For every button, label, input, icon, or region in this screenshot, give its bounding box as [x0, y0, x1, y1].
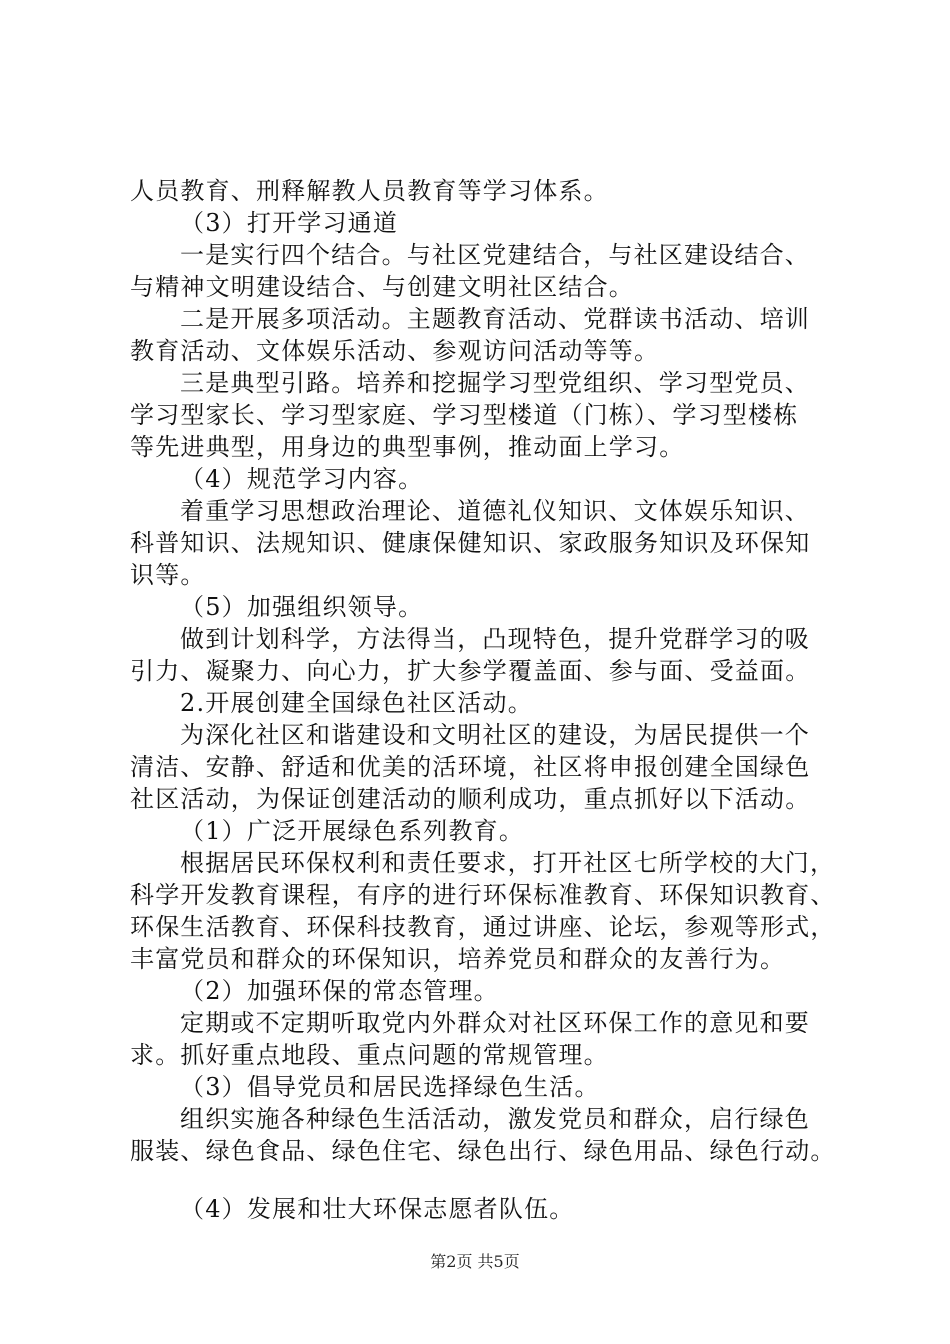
text-line: 学习型家长、学习型家庭、学习型楼道（门栋）、学习型楼栋: [130, 401, 799, 429]
text-line: 做到计划科学，方法得当，凸现特色，提升党群学习的吸: [180, 625, 810, 653]
text-line: 二是开展多项活动。主题教育活动、党群读书活动、培训: [180, 305, 810, 333]
text-line: 为深化社区和谐建设和文明社区的建设，为居民提供一个: [180, 721, 810, 749]
section-heading: 2.开展创建全国绿色社区活动。: [180, 689, 533, 717]
text-line: 科普知识、法规知识、健康保健知识、家政服务知识及环保知: [130, 529, 811, 557]
section-heading: （4）规范学习内容。: [180, 465, 424, 493]
text-line: 根据居民环保权利和责任要求，打开社区七所学校的大门，: [180, 849, 836, 877]
text-line: 科学开发教育课程，有序的进行环保标准教育、环保知识教育、: [130, 881, 836, 909]
section-heading: （4）发展和壮大环保志愿者队伍。: [180, 1195, 575, 1223]
text-line: 三是典型引路。培养和挖掘学习型党组织、学习型党员、: [180, 369, 810, 397]
section-heading: （3）打开学习通道: [180, 209, 399, 237]
text-line: 一是实行四个结合。与社区党建结合，与社区建设结合、: [180, 241, 810, 269]
text-line: 人员教育、刑释解教人员教育等学习体系。: [130, 177, 609, 205]
text-line: 环保生活教育、环保科技教育，通过讲座、论坛，参观等形式，: [130, 913, 836, 941]
text-line: 等先进典型，用身边的典型事例，推动面上学习。: [130, 433, 685, 461]
section-heading: （3）倡导党员和居民选择绿色生活。: [180, 1073, 600, 1101]
text-line: 社区活动，为保证创建活动的顺利成功，重点抓好以下活动。: [130, 785, 811, 813]
text-line: 服装、绿色食品、绿色住宅、绿色出行、绿色用品、绿色行动。: [130, 1137, 836, 1165]
section-heading: （5）加强组织领导。: [180, 593, 424, 621]
text-line: 与精神文明建设结合、与创建文明社区结合。: [130, 273, 634, 301]
text-line: 清洁、安静、舒适和优美的活环境，社区将申报创建全国绿色: [130, 753, 811, 781]
text-line: 教育活动、文体娱乐活动、参观访问活动等等。: [130, 337, 660, 365]
section-heading: （2）加强环保的常态管理。: [180, 977, 499, 1005]
text-line: 组织实施各种绿色生活活动，激发党员和群众，启行绿色: [180, 1105, 810, 1133]
text-line: 求。抓好重点地段、重点问题的常规管理。: [130, 1041, 609, 1069]
text-line: 定期或不定期听取党内外群众对社区环保工作的意见和要: [180, 1009, 810, 1037]
section-heading: （1）广泛开展绿色系列教育。: [180, 817, 525, 845]
text-line: 丰富党员和群众的环保知识，培养党员和群众的友善行为。: [130, 945, 786, 973]
text-line: 识等。: [130, 561, 206, 589]
page-footer: 第2页 共5页: [430, 1252, 520, 1271]
text-line: 着重学习思想政治理论、道德礼仪知识、文体娱乐知识、: [180, 497, 810, 525]
text-line: 引力、凝聚力、向心力，扩大参学覆盖面、参与面、受益面。: [130, 657, 811, 685]
